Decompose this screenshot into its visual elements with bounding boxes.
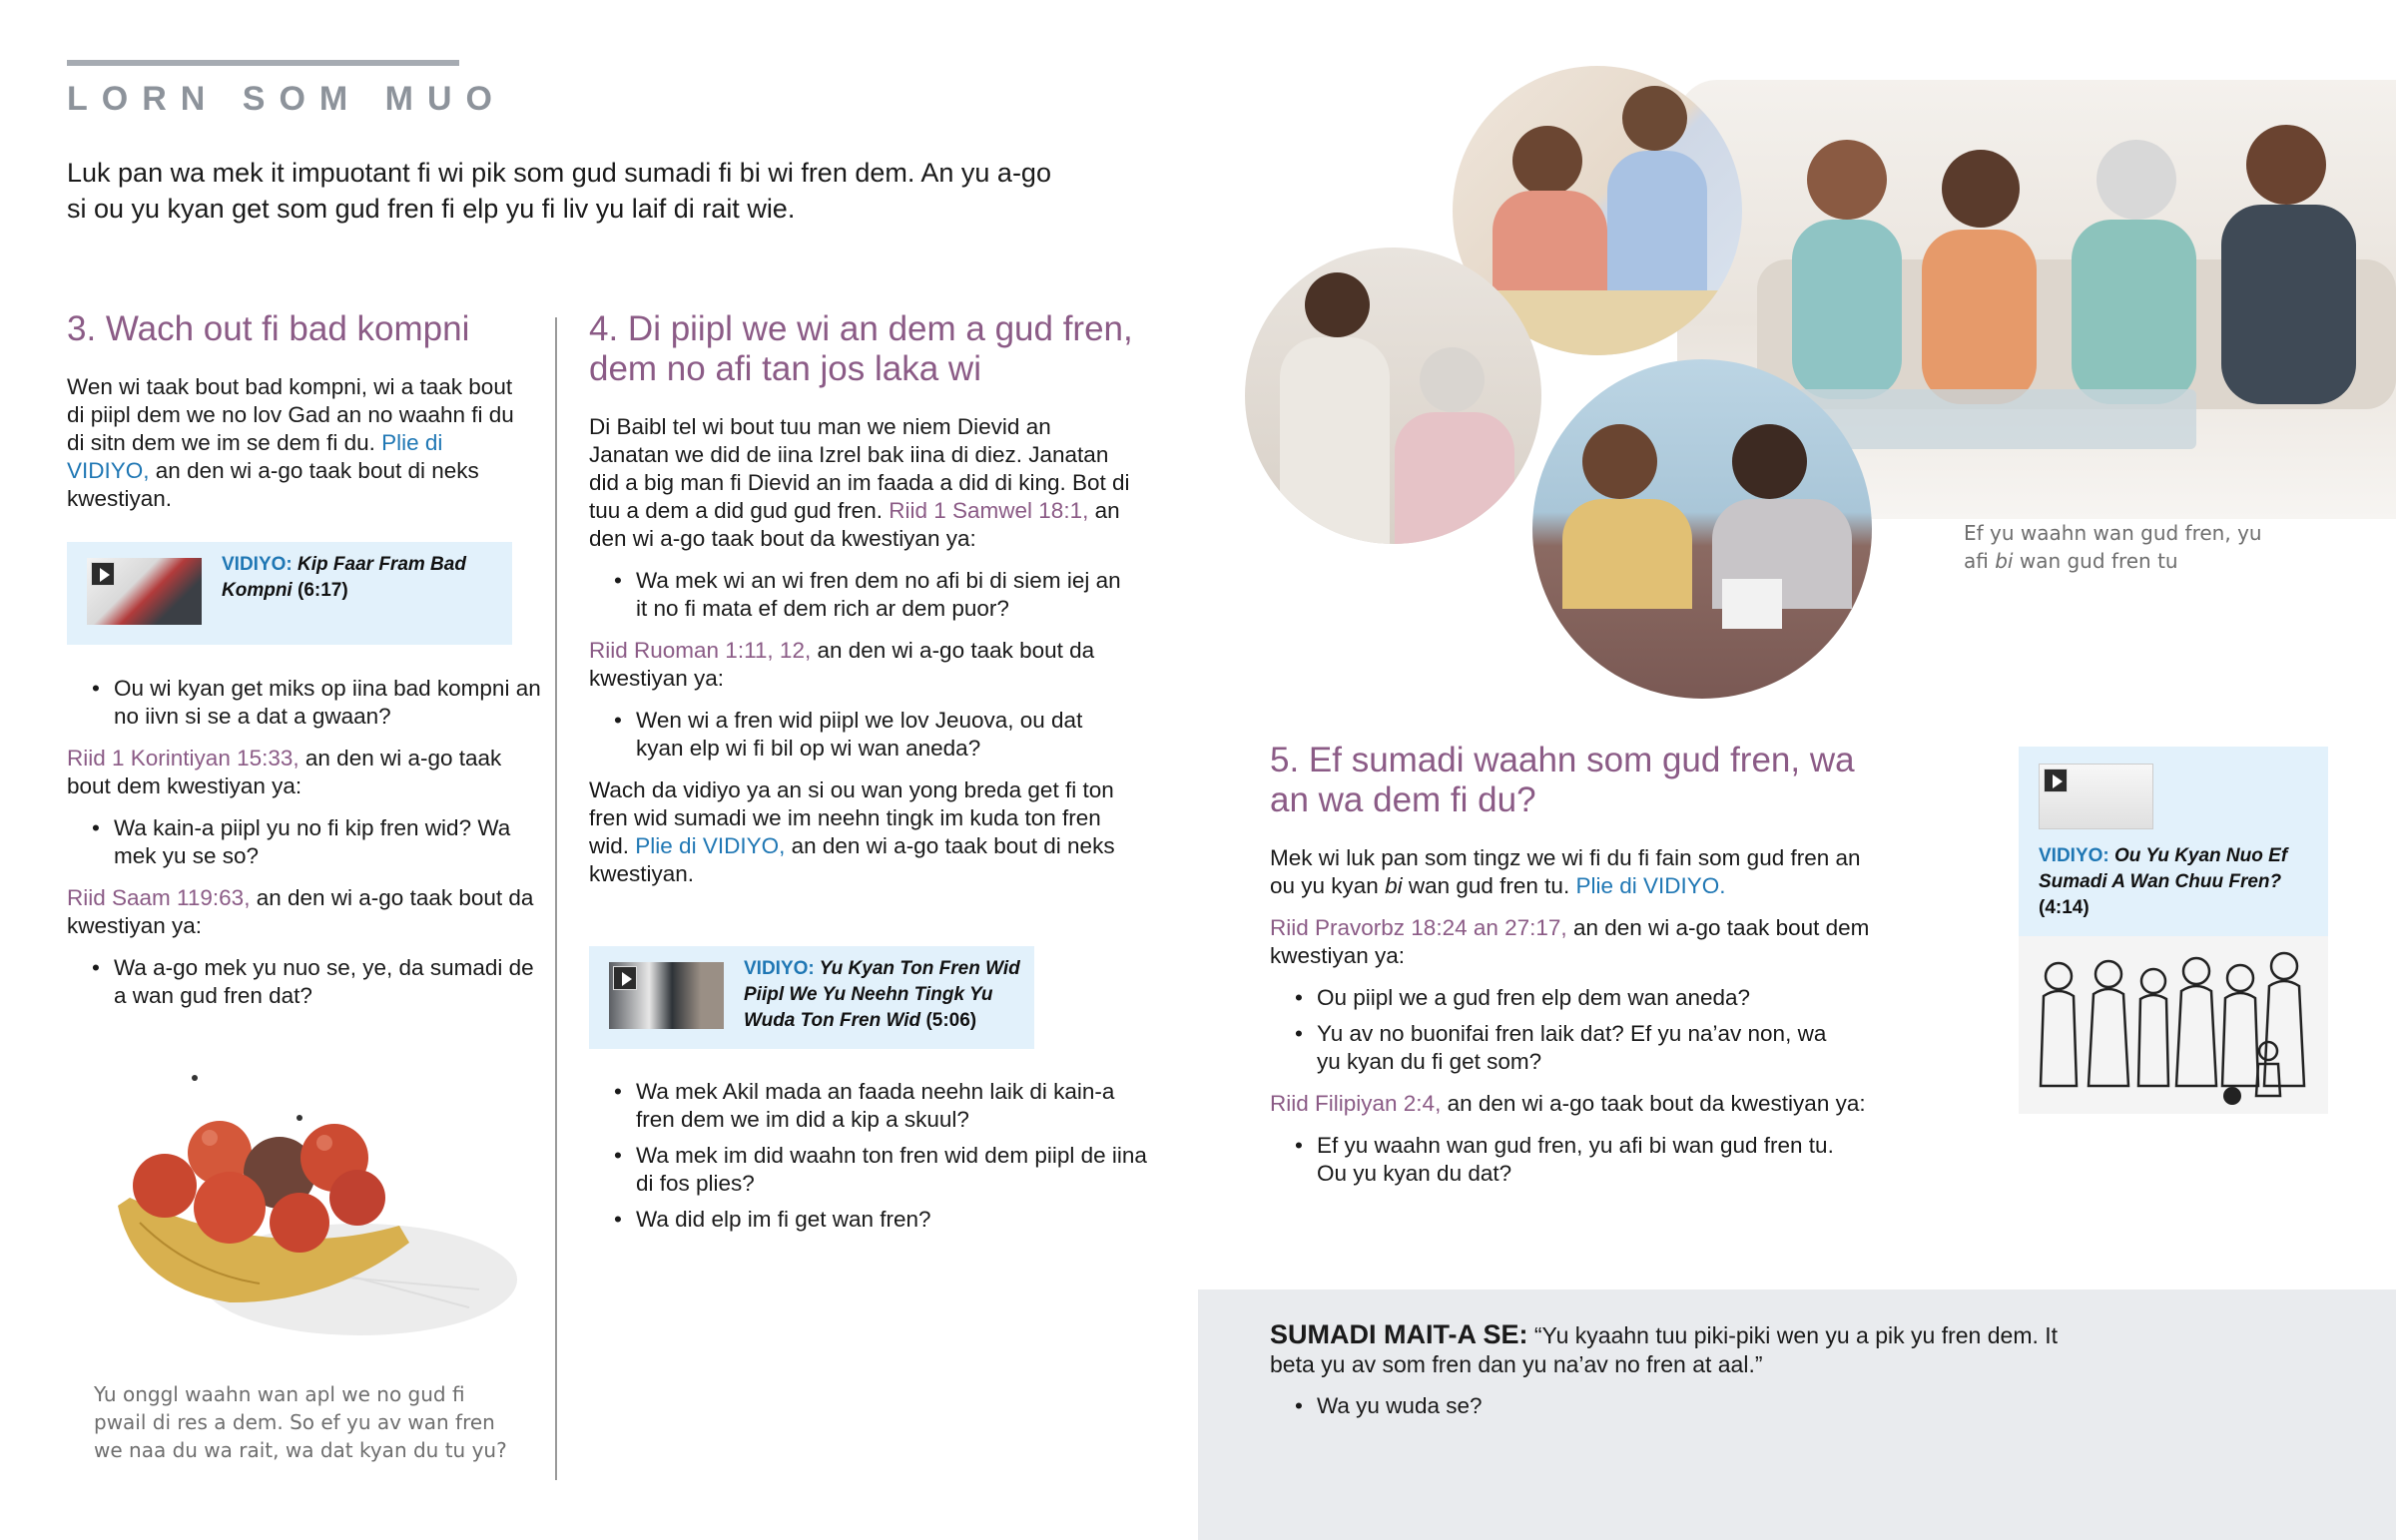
person-body xyxy=(1792,220,1902,399)
question-item: • Yu av no buonifai fren laik dat? Ef yu na’av non, wa yu kyan du fi get som? xyxy=(1270,1020,1829,1076)
person-head xyxy=(1942,150,2020,228)
play-video-link[interactable]: Plie di VIDIYO, xyxy=(67,430,443,483)
play-icon[interactable] xyxy=(2044,769,2068,792)
video-card-bad-company[interactable] xyxy=(67,542,512,645)
section-3-questions xyxy=(67,675,546,1010)
person-body xyxy=(1922,230,2037,404)
play-icon[interactable] xyxy=(613,966,637,990)
section-3 xyxy=(67,309,526,513)
person-body xyxy=(2221,205,2356,404)
video-title: VIDIYO: Yu Kyan Ton Fren Wid Piipl We Yu Neehn Tingk Yu Wuda Ton Fren Wid (5:06) xyxy=(744,958,1020,1031)
scripture-link[interactable]: Riid Saam 119:63, xyxy=(67,885,251,910)
play-icon[interactable] xyxy=(91,562,115,586)
section-4-para-2: Wach da vidiyo ya an si ou wan yong breda get fi ton fren wid sumadi we im neehn tingk im kuda ton fren wid. Plie di VIDIYO, an den wi a-go taak bout di neks kwestiyan. xyxy=(589,777,1115,886)
quote-text: SUMADI MAIT-A SE: “Yu kyaahn tuu piki-piki wen yu a pik yu fren dem. It beta yu av som fren dan yu na’av no fren at aal.” xyxy=(1270,1319,2059,1377)
section-4 xyxy=(589,309,1133,888)
coffee-table xyxy=(1797,389,2196,449)
video-title: VIDIYO: Kip Faar Fram Bad Kompni (6:17) xyxy=(222,554,466,601)
video-card-unexpected-friends[interactable] xyxy=(589,946,1034,1049)
scripture-link[interactable]: Riid 1 Korintiyan 15:33, xyxy=(67,746,300,770)
page-kicker: LORN SOM MUO xyxy=(67,80,506,118)
question-item: • Wa did elp im fi get wan fren? xyxy=(589,1206,1148,1234)
section-5-title: 5. Ef sumadi waahn som gud fren, wa an wa dem fi du? xyxy=(1270,741,1855,819)
question-item: • Wa mek im did waahn ton fren wid dem piipl de iina di fos plies? xyxy=(589,1142,1148,1198)
apple-caption: Yu onggl waahn wan apl we no gud fi pwail di res a dem. So ef yu av wan fren we naa du wa rait, wa dat kyan du tu yu? xyxy=(94,1382,507,1462)
scripture-ref-block: Riid Ruoman 1:11, 12, an den wi a-go taak bout da kwestiyan ya: xyxy=(589,638,1095,691)
question-item: • Wa yu wuda se? xyxy=(1270,1392,2069,1420)
play-video-link[interactable]: Plie di VIDIYO. xyxy=(1575,873,1726,898)
play-video-link[interactable]: Plie di VIDIYO, xyxy=(635,833,786,858)
section-3-title: 3. Wach out fi bad kompni xyxy=(67,309,470,348)
section-5 xyxy=(1270,741,1889,1188)
video-thumbnail[interactable] xyxy=(2039,764,2153,829)
video-card-true-friend[interactable] xyxy=(2019,747,2328,936)
question-item: • Ef yu waahn wan gud fren, yu afi bi wan gud fren tu. Ou yu kyan du dat? xyxy=(1270,1132,1849,1188)
question-item: • Ou wi kyan get miks op iina bad kompni an no iivn si se a dat a gwaan? xyxy=(67,675,546,731)
illustration-caption: Ef yu waahn wan gud fren, yu afi bi wan gud fren tu xyxy=(1964,521,2262,573)
scripture-link[interactable]: Riid Pravorbz 18:24 an 27:17, xyxy=(1270,915,1567,940)
scripture-ref-block: Riid Pravorbz 18:24 an 27:17, an den wi a-go taak bout dem kwestiyan ya: xyxy=(1270,915,1870,968)
scripture-link[interactable]: Riid Ruoman 1:11, 12, xyxy=(589,638,812,663)
quote-panel xyxy=(1198,1289,2396,1540)
apple-bowl-illustration xyxy=(110,1058,519,1357)
person-head xyxy=(2096,140,2176,220)
section-4-title: 4. Di piipl we wi an dem a gud fren, dem no afi tan jos laka wi xyxy=(589,309,1133,388)
column-divider xyxy=(555,317,557,1480)
scripture-link[interactable]: Riid Filipiyan 2:4, xyxy=(1270,1091,1442,1116)
scripture-ref-block: Riid Filipiyan 2:4, an den wi a-go taak bout da kwestiyan ya: xyxy=(1270,1091,1866,1116)
question-item: • Wa mek wi an wi fren dem no afi bi di siem iej an it no fi mata ef dem rich ar dem puor? xyxy=(589,567,1133,623)
section-4-questions xyxy=(589,1078,1148,1234)
intro-text: Luk pan wa mek it impuotant fi wi pik som gud sumadi fi bi wi fren dem. An yu a-go si ou yu kyan get som gud fren fi elp yu fi liv yu laif di rait wie. xyxy=(67,158,1051,224)
scene-comforting-friend xyxy=(1532,359,1872,699)
question-item: • Wa mek Akil mada an faada neehn laik di kain-a fren dem we im did a kip a skuul? xyxy=(589,1078,1148,1134)
person-body xyxy=(2072,220,2196,404)
section-4-para: Di Baibl tel wi bout tuu man we niem Dievid an Janatan we did de iina Izrel bak iina di diez. Janatan did a big man fi Dievid an im faada a did di king. Bot di tuu a dem a did gud gud fren. Riid 1 Samwel 18:1, an den wi a-go taak bout da kwestiyan ya: xyxy=(589,414,1130,551)
video-title: VIDIYO: Ou Yu Kyan Nuo Ef Sumadi A Wan Chuu Fren? (4:14) xyxy=(2039,845,2288,918)
header-rule xyxy=(67,60,459,66)
scripture-link[interactable]: Riid 1 Samwel 18:1, xyxy=(889,498,1089,523)
section-3-para: Wen wi taak bout bad kompni, wi a taak bout di piipl dem we no lov Gad an no waahn fi du di sitn dem we im se dem fi du. Plie di VIDIYO, an den wi a-go taak bout di neks kwestiyan. xyxy=(67,374,514,511)
scene-helping-elderly xyxy=(1245,248,1541,544)
scripture-ref-block: Riid 1 Korintiyan 15:33, an den wi a-go taak bout dem kwestiyan ya: xyxy=(67,746,502,798)
friends-sketch-illustration xyxy=(2019,936,2328,1114)
question-item: • Wa kain-a piipl yu no fi kip fren wid? Wa mek yu se so? xyxy=(67,814,546,870)
person-head xyxy=(2246,125,2326,205)
question-item: • Wa a-go mek yu nuo se, ye, da sumadi de a wan gud fren dat? xyxy=(67,954,546,1010)
section-5-para: Mek wi luk pan som tingz we wi fi du fi fain som gud fren an ou yu kyan bi wan gud fren tu. Plie di VIDIYO. xyxy=(1270,845,1861,898)
question-item: • Wen wi a fren wid piipl we lov Jeuova, ou dat kyan elp wi fi bil op wi wan aneda? xyxy=(589,707,1133,763)
question-item: • Ou piipl we a gud fren elp dem wan aneda? xyxy=(1270,984,1889,1012)
scripture-ref-block: Riid Saam 119:63, an den wi a-go taak bout da kwestiyan ya: xyxy=(67,885,534,938)
person-head xyxy=(1807,140,1887,220)
video-thumbnail[interactable] xyxy=(609,962,724,1029)
video-thumbnail[interactable] xyxy=(87,558,202,625)
